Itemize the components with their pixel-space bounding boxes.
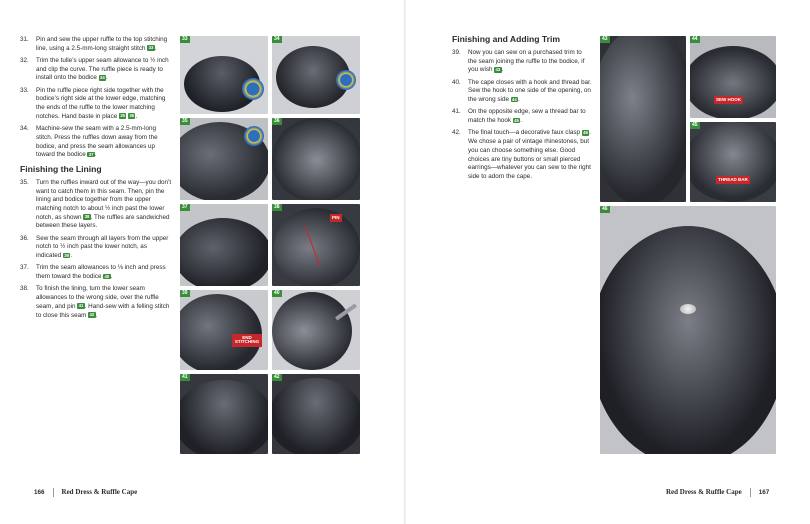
- fabric-trim: [600, 36, 686, 202]
- end-stitching-callout: END STITCHING: [232, 334, 262, 347]
- rhinestone-clasp-icon: [680, 304, 696, 314]
- photo-reference-badge: 34: [99, 74, 105, 80]
- photo-label: 36: [274, 118, 280, 124]
- step-text: The cape closes with a hook and thread bar. Sew the hook to one side of the opening, on the wrong side: [468, 78, 592, 104]
- photo-reference-badge: 40: [104, 273, 110, 279]
- step-text: .: [501, 66, 504, 74]
- photo-reference-badge: 36: [129, 113, 135, 119]
- photo-label: 39: [182, 290, 188, 296]
- sew-hook-callout: SEW HOOK: [714, 96, 743, 104]
- step-text: .: [518, 96, 520, 104]
- step-item: [452, 79, 592, 105]
- step-text: . Hand-sew with a felling stitch to close this seam: [36, 302, 170, 319]
- pin-cushion-icon: [242, 78, 264, 100]
- lining-steps-list: [20, 179, 172, 320]
- step-text: .: [95, 311, 98, 319]
- running-title-right: Red Dress & Ruffle Cape: [666, 488, 742, 497]
- step-item: [20, 87, 172, 122]
- step-text: .: [70, 252, 73, 260]
- fabric-lining: [274, 208, 360, 286]
- trim-steps-list: [452, 49, 592, 182]
- photo-reference-badge: 42: [89, 312, 95, 318]
- step-number: 33.: [20, 86, 29, 94]
- trim-heading: Finishing and Adding Trim: [452, 34, 561, 44]
- photo-36: [272, 118, 360, 200]
- photo-43: [600, 36, 686, 202]
- photo-44: [690, 36, 776, 118]
- pin-cushion-icon: [244, 126, 264, 146]
- photo-42: [272, 374, 360, 454]
- lining-heading: Finishing the Lining: [20, 163, 102, 174]
- step-text: Pin and sew the upper ruffle to the top stitching line, using a 2.5-mm-long straight stitch: [36, 36, 168, 52]
- photo-label: 40: [274, 290, 280, 296]
- photo-label: 37: [182, 204, 188, 210]
- photo-45: [690, 122, 776, 202]
- footer-divider: [750, 488, 751, 497]
- photo-reference-badge: 35: [120, 113, 126, 119]
- step-text: .: [106, 74, 108, 82]
- step-text: Pin the ruffle piece right side together with the bodice’s right side at the lower edge, matching the ends of the ruffle to the lower matching notches. Hand baste in place: [36, 86, 166, 120]
- step-text: .: [520, 117, 522, 125]
- step-number: 31.: [20, 36, 29, 43]
- photo-33: [180, 36, 268, 114]
- step-number: 42.: [452, 129, 461, 137]
- ruffle-steps-list: [20, 36, 172, 160]
- photo-label: 41: [182, 374, 188, 380]
- step-text: Machine-sew the seam with a 2.5-mm-long stitch. Press the ruffles down away from the bodice, and press the seam allowances up toward the bodice: [36, 125, 158, 159]
- photo-reference-badge: 45: [514, 117, 519, 123]
- right-text-column: [452, 34, 592, 185]
- step-number: 32.: [20, 57, 29, 64]
- thread-bar-callout: THREAD BAR: [716, 176, 750, 184]
- photo-37: [180, 204, 268, 286]
- step-number: 40.: [452, 78, 461, 86]
- photo-reference-badge: 38: [84, 214, 90, 220]
- photo-label: 35: [182, 118, 188, 124]
- photo-reference-badge: 46: [583, 129, 588, 135]
- step-text: Turn the ruffles inward out of the way—you don’t want to catch them in this seam. Then, pin the lining and bodice together from the upper matching notch to about ½ inch past the lower notch, as shown: [36, 178, 172, 221]
- photo-reference-badge: 37: [88, 151, 94, 157]
- step-text: To finish the lining, turn the lower seam allowances to the wrong side, over the ruffle seam, and pin: [36, 285, 159, 310]
- fabric-ruffle: [272, 378, 360, 454]
- step-text: .: [154, 44, 157, 52]
- fabric-lining: [180, 294, 262, 370]
- photo-label: 33: [182, 36, 188, 42]
- photo-label: 34: [274, 36, 280, 42]
- step-text: Trim the seam allowances to ⅛ inch and press them toward the bodice: [36, 264, 166, 281]
- photo-label: 46: [602, 206, 608, 212]
- fabric-cape: [690, 46, 776, 118]
- page-number-left: 166: [34, 489, 45, 497]
- fabric-lining: [272, 292, 352, 370]
- footer-right: [666, 488, 769, 497]
- step-item: [452, 49, 592, 75]
- photo-40: [272, 290, 360, 370]
- step-number: 34.: [20, 125, 29, 133]
- step-text: .: [110, 273, 113, 281]
- photo-label: 43: [602, 36, 608, 42]
- photo-34: [272, 36, 360, 114]
- step-item: [20, 57, 172, 83]
- step-item: [20, 125, 172, 160]
- photo-46: [600, 206, 776, 454]
- step-text: .: [94, 151, 97, 159]
- page-number-right: 167: [758, 489, 770, 497]
- photo-38: [272, 204, 360, 286]
- photo-reference-badge: 39: [64, 252, 70, 258]
- step-item: [20, 36, 172, 53]
- fabric-ruffle: [180, 218, 268, 286]
- step-text: . We chose a pair of vintage rhinestones, but you can choose something else. Good choices are tiny buttons or small pierced earrings—whatever you can sew to the right side to adorn the cape.: [468, 129, 591, 180]
- page-gutter: [404, 0, 406, 524]
- step-item: [20, 264, 172, 281]
- photo-35: [180, 118, 268, 200]
- step-text: . The ruffles are sandwiched between these layers.: [36, 213, 170, 230]
- step-number: 35.: [20, 178, 29, 186]
- step-text: The final touch—a decorative faux clasp: [468, 129, 582, 137]
- photo-reference-badge: 43: [495, 66, 501, 72]
- footer-divider: [53, 488, 54, 497]
- step-text: On the opposite edge, sew a thread bar to match the hook: [468, 108, 586, 125]
- pin-callout: PIN: [330, 214, 342, 222]
- step-text: Trim the tulle’s upper seam allowance to ½ inch and clip the curve. The ruffle piece is ready to install onto the bodice: [36, 57, 169, 82]
- photo-reference-badge: 44: [512, 96, 517, 102]
- step-item: [452, 108, 592, 125]
- fabric-bodice: [272, 118, 360, 200]
- step-item: [20, 235, 172, 261]
- left-text-column: [20, 36, 172, 324]
- step-item: [452, 129, 592, 181]
- step-number: 41.: [452, 108, 461, 116]
- step-text: Now you can sew on a purchased trim to the seam joining the ruffle to the bodice, if you wish: [468, 49, 585, 74]
- step-number: 36.: [20, 234, 29, 242]
- step-item: [20, 285, 172, 320]
- step-text: .: [135, 112, 138, 120]
- step-item: [20, 179, 172, 231]
- fabric-ruffle: [180, 380, 268, 454]
- footer-left: [34, 488, 137, 497]
- photo-41: [180, 374, 268, 454]
- pin-cushion-icon: [336, 70, 356, 90]
- photo-label: 45: [692, 122, 698, 128]
- photo-label: 42: [274, 374, 280, 380]
- step-number: 38.: [20, 285, 29, 293]
- photo-label: 44: [692, 36, 698, 42]
- running-title-left: Red Dress & Ruffle Cape: [61, 488, 138, 497]
- step-number: 39.: [452, 49, 461, 56]
- photo-reference-badge: 41: [78, 303, 84, 309]
- fabric-cape: [690, 122, 776, 202]
- fabric-cape: [600, 226, 776, 454]
- photo-label: 38: [274, 204, 280, 210]
- photo-reference-badge: 33: [148, 45, 154, 51]
- step-text: Sew the seam through all layers from the upper notch to ½ inch past the lower notch, as indicated: [36, 234, 169, 260]
- step-number: 37.: [20, 264, 29, 272]
- photo-39: [180, 290, 268, 370]
